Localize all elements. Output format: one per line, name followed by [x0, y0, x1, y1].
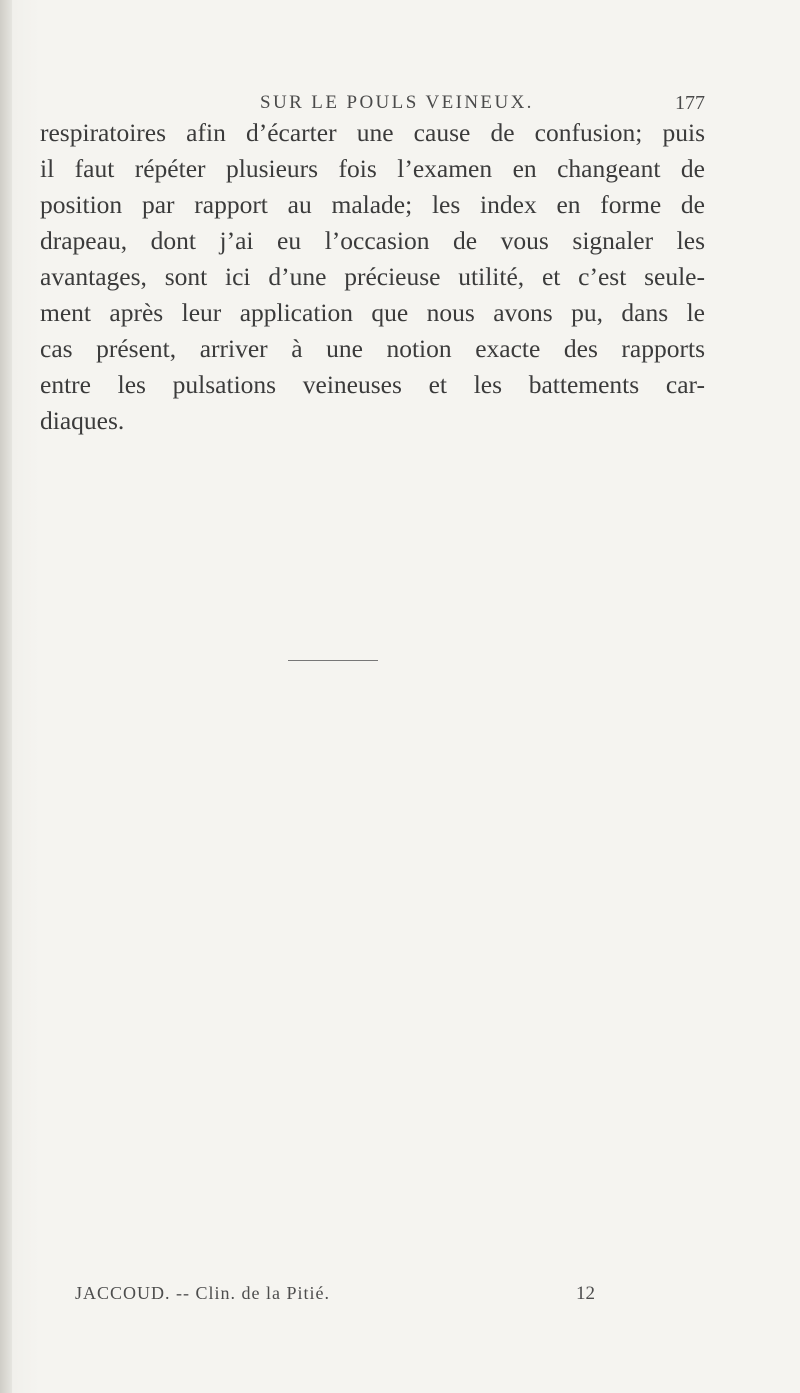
section-end-rule [288, 660, 378, 661]
text-line: entre les pulsations veineuses et les battements car- [40, 370, 705, 399]
page-number: 177 [675, 92, 705, 114]
body-paragraph [40, 115, 705, 439]
text-line: drapeau, dont j’ai eu l’occasion de vous signaler les [40, 226, 705, 255]
page-footer [75, 1283, 595, 1311]
printer-signature: JACCOUD. -- Clin. de la Pitié. [75, 1283, 330, 1303]
text-line: cas présent, arriver à une notion exacte des rapports [40, 334, 705, 363]
text-line: diaques. [40, 406, 125, 435]
text-line: ment après leur application que nous avons pu, dans le [40, 298, 705, 327]
text-line: avantages, sont ici d’une précieuse utilité, et c’est seule- [40, 262, 705, 291]
text-line: position par rapport au malade; les index en forme de [40, 190, 705, 219]
text-line: il faut répéter plusieurs fois l’examen en changeant de [40, 154, 705, 183]
page-binding-edge [0, 0, 12, 1393]
running-head: SUR LE POULS VEINEUX. [260, 92, 534, 113]
text-line: respiratoires afin d’écarter une cause de confusion; puis [40, 118, 705, 147]
sheet-number: 12 [576, 1283, 595, 1304]
